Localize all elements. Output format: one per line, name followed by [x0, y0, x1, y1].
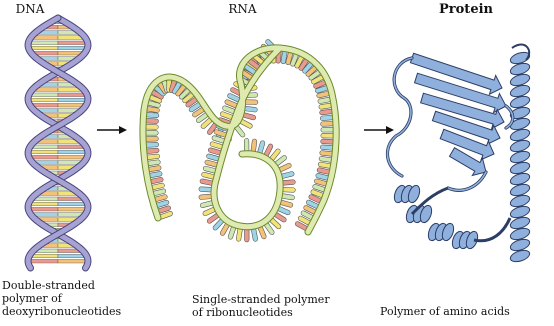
dna-base [58, 98, 88, 102]
protein-caption: Polymer of amino acids [380, 305, 510, 318]
rna-title: RNA [228, 2, 257, 16]
dna-double-helix-illustration [8, 18, 108, 268]
protein-helix-turn [509, 248, 531, 264]
dna-base [28, 41, 58, 45]
dna-base [58, 150, 88, 154]
protein-loop [474, 218, 510, 241]
dna-title: DNA [15, 2, 45, 16]
protein-title: Protein [439, 2, 493, 17]
dna-base [28, 150, 58, 154]
dna-base [58, 41, 88, 45]
dna-base [28, 207, 58, 211]
rna-caption: Single-stranded polymer of ribonucleotides [192, 293, 330, 319]
protein-ribbon-illustration [382, 18, 552, 268]
dna-base [28, 98, 58, 102]
dna-caption: Double-stranded polymer of deoxyribonucleotides [2, 279, 122, 318]
dna-base [58, 207, 88, 211]
dna-panel [0, 0, 122, 326]
rna-panel [130, 0, 355, 326]
dna-base [58, 259, 88, 263]
arrow-dna-to-rna [95, 124, 129, 136]
rna-single-strand-illustration [130, 40, 355, 270]
dna-base [28, 259, 58, 263]
protein-panel [378, 0, 554, 326]
